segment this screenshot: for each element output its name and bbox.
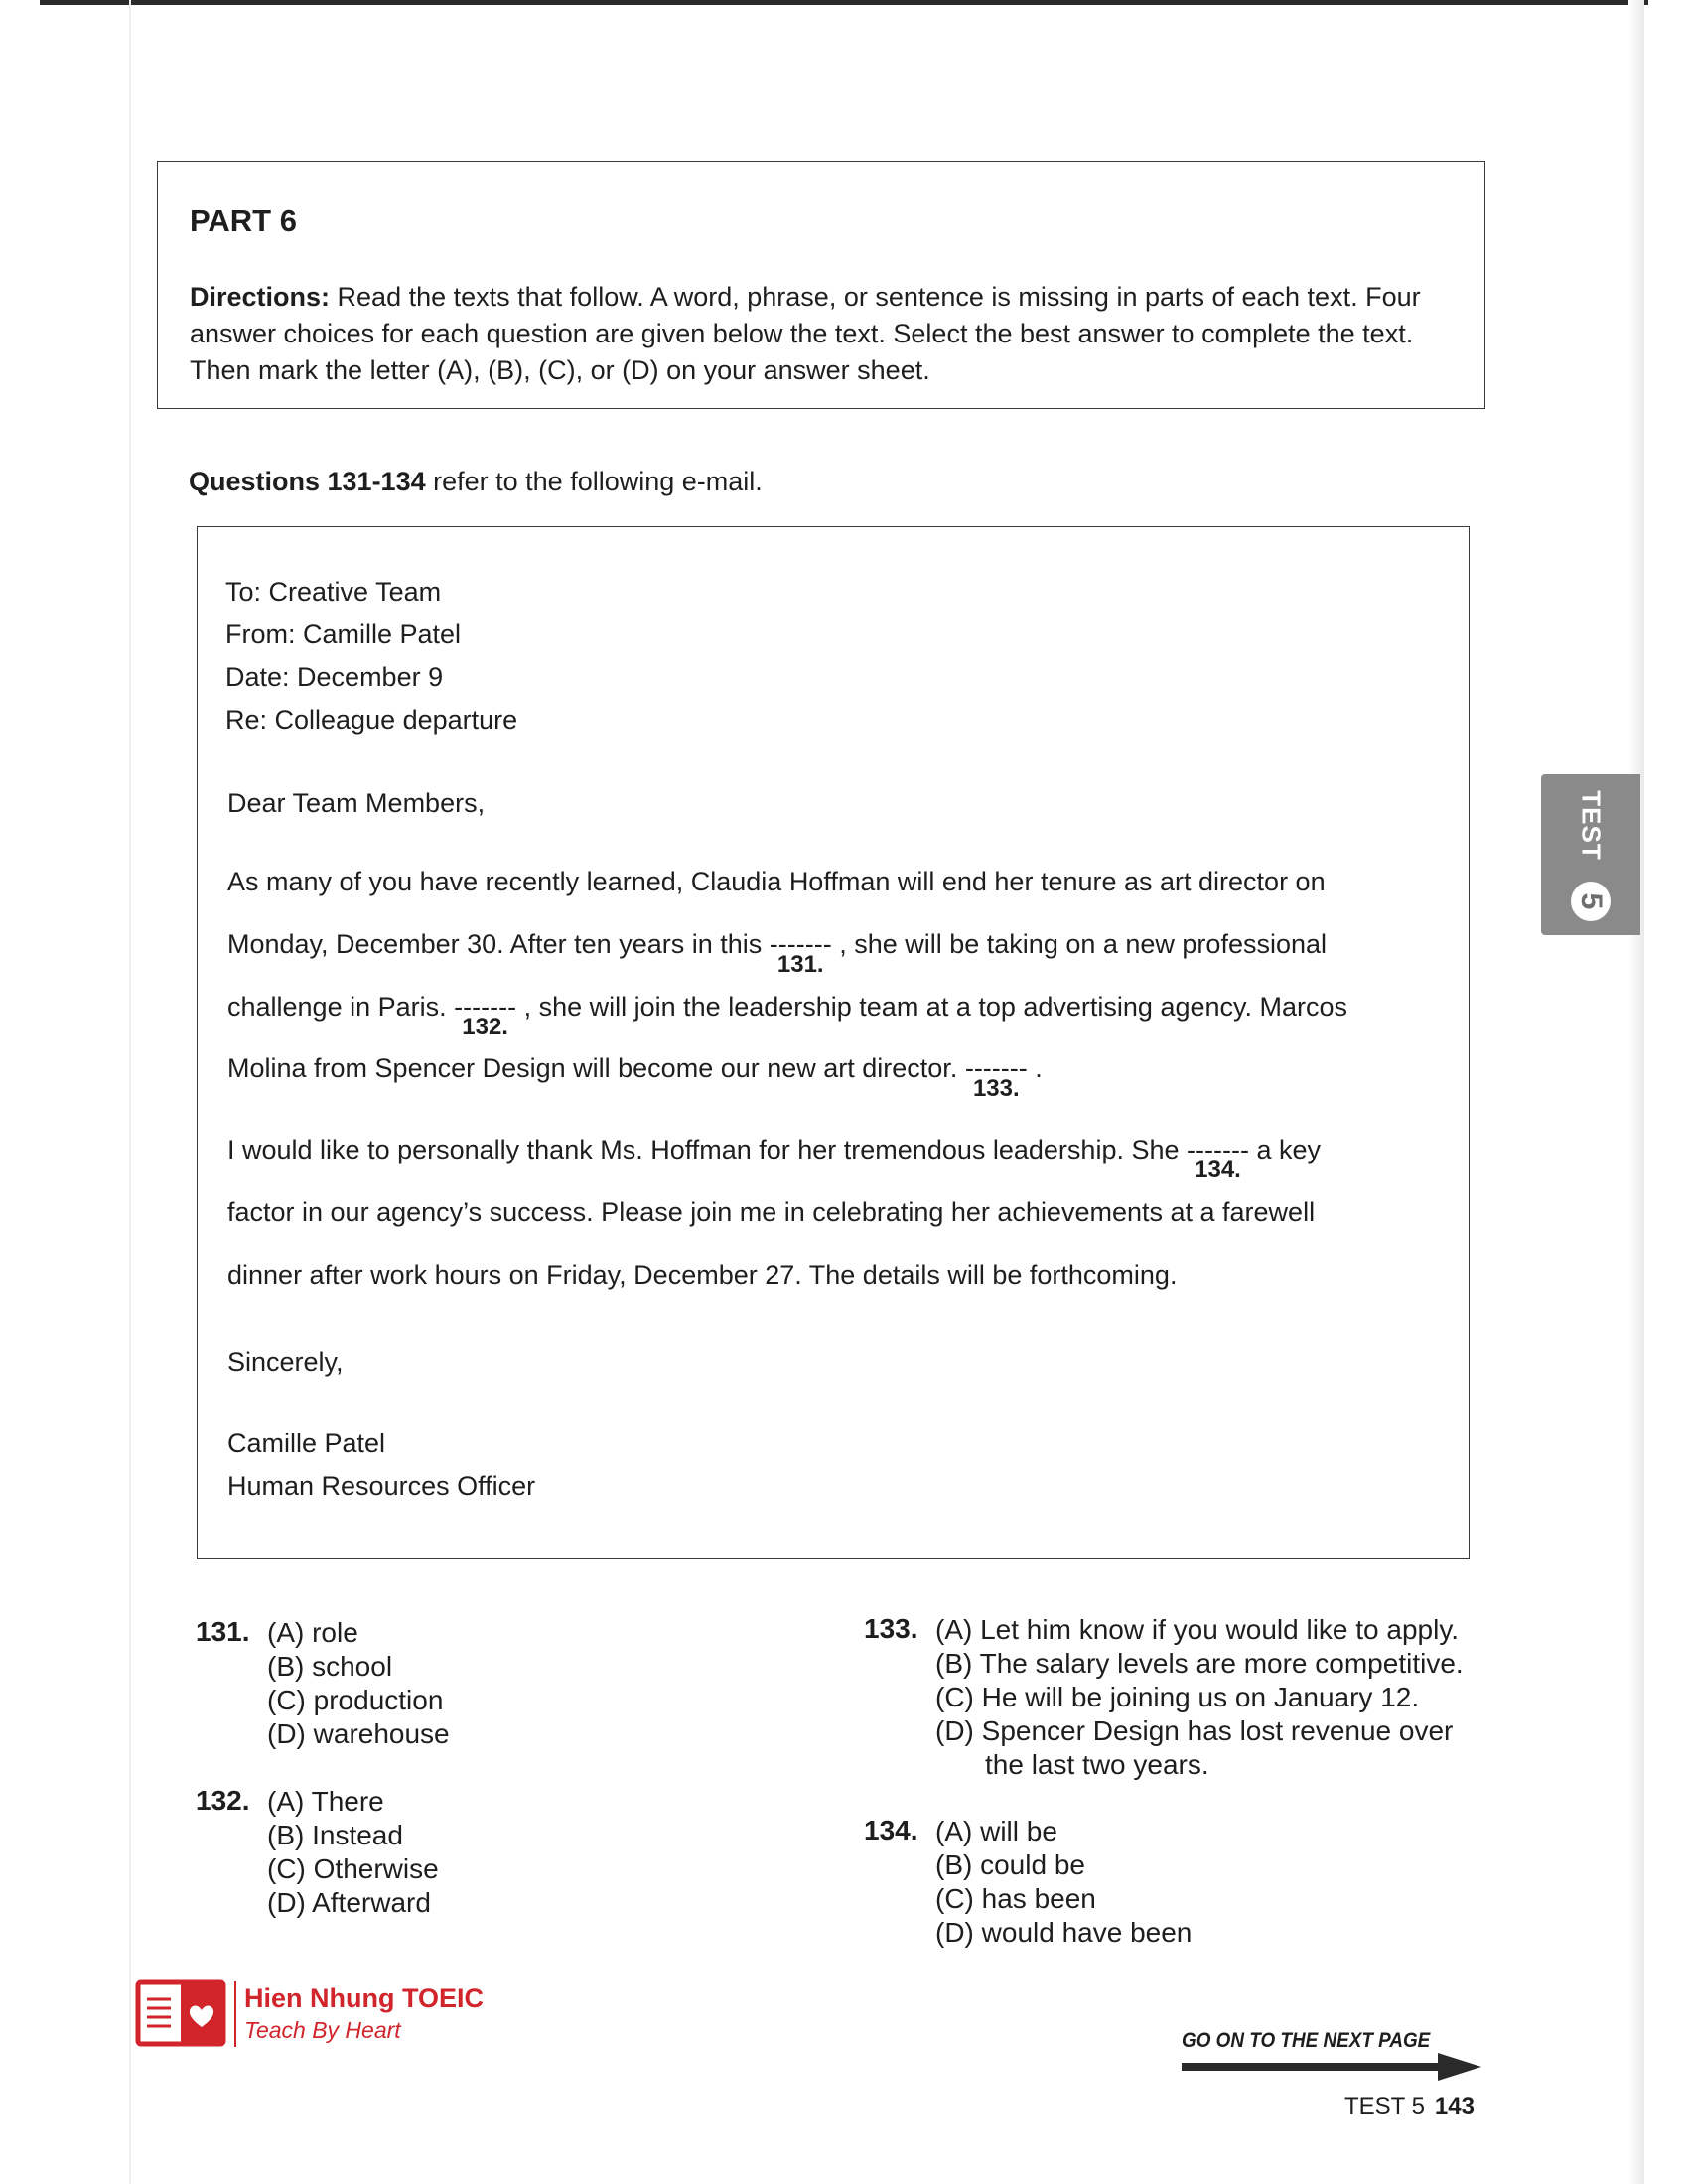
answer-options <box>935 1815 1192 1950</box>
email-to: To: Creative Team <box>225 577 442 607</box>
side-tab-number: 5 <box>1571 882 1611 921</box>
footer-test-label: TEST 5 <box>1344 2093 1425 2119</box>
blank-number: 133. <box>972 1075 1020 1102</box>
directions-label: Directions: <box>190 282 331 312</box>
question-number: 133. <box>864 1613 918 1644</box>
answer-option[interactable]: (A) There <box>267 1786 384 1817</box>
part-title: PART 6 <box>190 204 297 238</box>
question-number: 134. <box>864 1815 918 1845</box>
email-paragraph-line: factor in our agency’s success. Please join me in celebrating her achievements at a farewell <box>227 1197 1316 1227</box>
blank-dashes: ------- <box>1187 1135 1249 1164</box>
questions-intro-text: refer to the following e-mail. <box>425 467 763 496</box>
email-from: From: Camille Patel <box>225 619 462 649</box>
blank-134 <box>1187 1135 1249 1183</box>
next-page-label: GO ON TO THE NEXT PAGE <box>1182 2029 1431 2052</box>
scan-edge-right <box>1628 0 1644 2184</box>
text-segment: Molina from Spencer Design will become our new art director. <box>227 1053 965 1083</box>
blank-dashes: ------- <box>964 1053 1028 1083</box>
email-subject: Re: Colleague departure <box>225 705 518 735</box>
answer-option[interactable]: (A) Let him know if you would like to apply. <box>935 1614 1460 1645</box>
email-paragraph-line: As many of you have recently learned, Claudia Hoffman will end her tenure as art director on <box>227 867 1326 896</box>
scan-edge-top <box>40 0 1648 5</box>
questions-intro <box>189 467 763 497</box>
text-segment: challenge in Paris. <box>227 992 455 1022</box>
test-side-tab <box>1541 774 1640 935</box>
blank-131 <box>769 929 832 978</box>
page-footer <box>1344 2093 1475 2120</box>
answer-option[interactable]: (D) would have been <box>935 1917 1193 1948</box>
logo-tagline: Teach By Heart <box>244 2017 401 2043</box>
blank-number: 131. <box>776 951 824 978</box>
email-closing: Sincerely, <box>227 1347 344 1377</box>
answer-option[interactable]: (D) warehouse <box>267 1718 450 1749</box>
answer-option[interactable]: (A) role <box>267 1617 358 1648</box>
brand-logo <box>135 1979 512 2049</box>
answer-option[interactable]: (B) The salary levels are more competitive. <box>935 1648 1464 1679</box>
question-number: 132. <box>196 1785 250 1816</box>
page-number: 143 <box>1434 2093 1475 2119</box>
answer-option[interactable]: (A) will be <box>935 1816 1057 1846</box>
answer-option[interactable]: (C) He will be joining us on January 12. <box>935 1682 1420 1712</box>
answer-options <box>935 1613 1464 1782</box>
email-signature-name: Camille Patel <box>227 1429 386 1458</box>
arrow-right-icon <box>1182 2053 1481 2081</box>
blank-number: 132. <box>462 1014 508 1040</box>
answer-option[interactable]: (B) Instead <box>267 1820 403 1850</box>
email-passage <box>197 526 1470 1559</box>
text-segment: . <box>1027 1053 1043 1083</box>
email-paragraph-line: dinner after work hours on Friday, December 27. The details will be forthcoming. <box>227 1260 1178 1290</box>
directions-body: Read the texts that follow. A word, phrase, or sentence is missing in parts of each text. Four answer choices for each question are given below the text. Select the best answer to complete the text. Then mark the letter (A), (B), (C), or (D) on your answer sheet. <box>190 282 1421 385</box>
answer-option[interactable]: (B) school <box>267 1651 393 1682</box>
answer-option[interactable]: (C) has been <box>935 1883 1096 1914</box>
blank-number: 134. <box>1195 1157 1241 1183</box>
scan-edge-left <box>129 0 131 2184</box>
text-segment: , she will join the leadership team at a top advertising agency. Marcos <box>516 992 1348 1022</box>
answer-options <box>267 1785 439 1920</box>
email-paragraph-line <box>227 1135 1322 1183</box>
email-paragraph-line <box>227 992 1348 1040</box>
answer-option[interactable]: (D) Spencer Design has lost revenue over <box>935 1715 1454 1746</box>
blank-133 <box>964 1053 1028 1102</box>
text-segment: Monday, December 30. After ten years in this <box>227 929 770 959</box>
logo-name: Hien Nhung TOEIC <box>244 1983 484 2013</box>
email-paragraph-line <box>227 1053 1043 1102</box>
answer-option[interactable]: (D) Afterward <box>267 1887 431 1918</box>
directions-box <box>157 161 1485 409</box>
text-segment: , she will be taking on a new professional <box>831 929 1328 959</box>
blank-132 <box>454 992 517 1040</box>
email-paragraph-line <box>227 929 1328 978</box>
logo-divider <box>234 1981 236 2047</box>
blank-dashes: ------- <box>769 929 832 959</box>
text-segment: I would like to personally thank Ms. Hoffman for her tremendous leadership. She <box>227 1135 1188 1164</box>
questions-range: Questions 131-134 <box>189 467 426 496</box>
book-heart-icon <box>135 1979 226 2047</box>
answer-option-continuation: the last two years. <box>985 1749 1209 1780</box>
answer-option[interactable]: (B) could be <box>935 1849 1085 1880</box>
answer-option[interactable]: (C) production <box>267 1685 444 1715</box>
side-tab-label: TEST <box>1576 790 1607 861</box>
email-signature-title: Human Resources Officer <box>227 1471 536 1501</box>
question-number: 131. <box>196 1616 250 1647</box>
blank-dashes: ------- <box>454 992 517 1022</box>
text-segment: a key <box>1248 1135 1322 1164</box>
answer-options <box>267 1616 450 1751</box>
directions-text <box>190 279 1461 389</box>
answer-option[interactable]: (C) Otherwise <box>267 1853 439 1884</box>
email-date: Date: December 9 <box>225 662 444 692</box>
email-greeting: Dear Team Members, <box>227 788 486 818</box>
